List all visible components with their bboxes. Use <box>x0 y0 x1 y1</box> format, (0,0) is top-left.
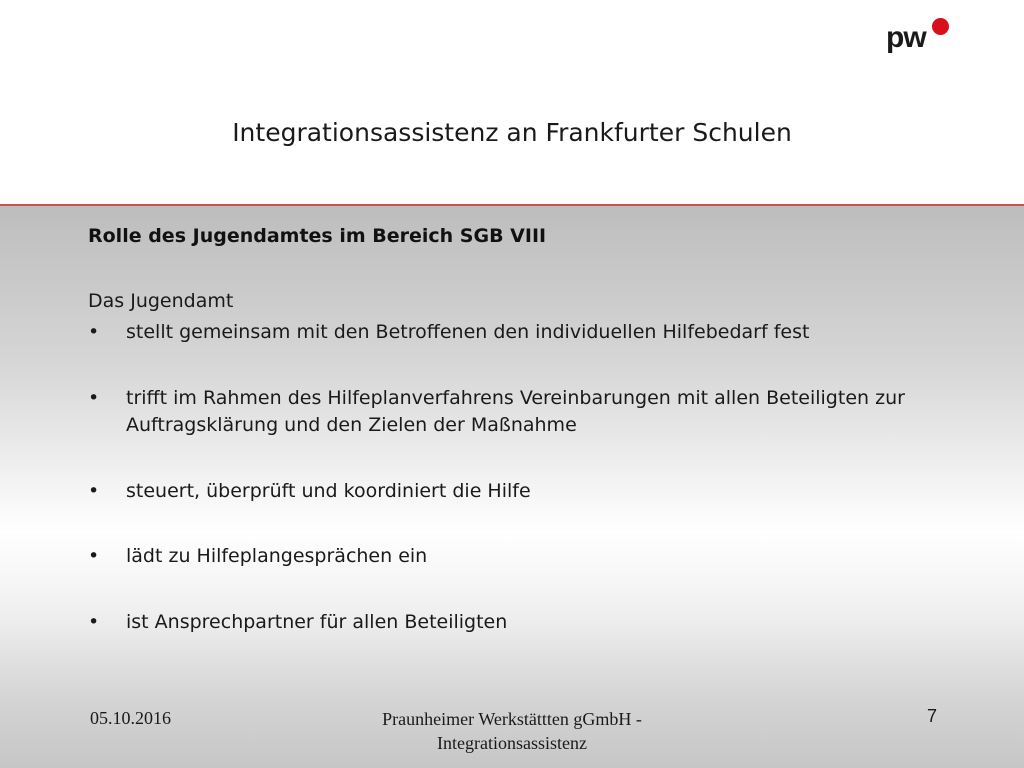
footer-org-line-2: Integrationsassistenz <box>437 733 587 753</box>
bullet-icon: • <box>88 611 100 633</box>
logo-text: pw <box>886 21 926 54</box>
bullet-text: stellt gemeinsam mit den Betroffenen den individuellen Hilfebedarf fest <box>126 321 810 343</box>
bullet-icon: • <box>88 321 100 343</box>
bullet-item <box>88 385 928 439</box>
bullet-icon: • <box>88 480 100 502</box>
section-subtitle: Rolle des Jugendamtes im Bereich SGB VIII <box>88 225 547 247</box>
footer-org-line-1: Praunheimer Werkstättten gGmbH - <box>382 709 642 729</box>
slide-header <box>0 0 1024 204</box>
footer-organization <box>340 707 684 755</box>
logo-dot-icon <box>932 18 949 35</box>
bullet-text: ist Ansprechpartner für allen Beteiligten <box>126 611 508 633</box>
intro-text: Das Jugendamt <box>88 290 234 312</box>
slide-title: Integrationsassistenz an Frankfurter Schulen <box>232 118 792 147</box>
company-logo <box>886 14 950 56</box>
bullet-item <box>88 609 928 636</box>
bullet-icon: • <box>88 387 100 409</box>
bullet-item <box>88 319 928 346</box>
bullet-icon: • <box>88 545 100 567</box>
bullet-item <box>88 478 928 505</box>
bullet-item <box>88 543 928 570</box>
bullet-text: trifft im Rahmen des Hilfeplanverfahrens Vereinbarungen mit allen Beteiligten zur Auftragsklärung und den Zielen der Maßnahme <box>126 387 905 436</box>
bullet-text: steuert, überprüft und koordiniert die Hilfe <box>126 480 531 502</box>
footer-date: 05.10.2016 <box>90 708 171 728</box>
page-number: 7 <box>926 706 937 726</box>
bullet-text: lädt zu Hilfeplangesprächen ein <box>126 545 428 567</box>
